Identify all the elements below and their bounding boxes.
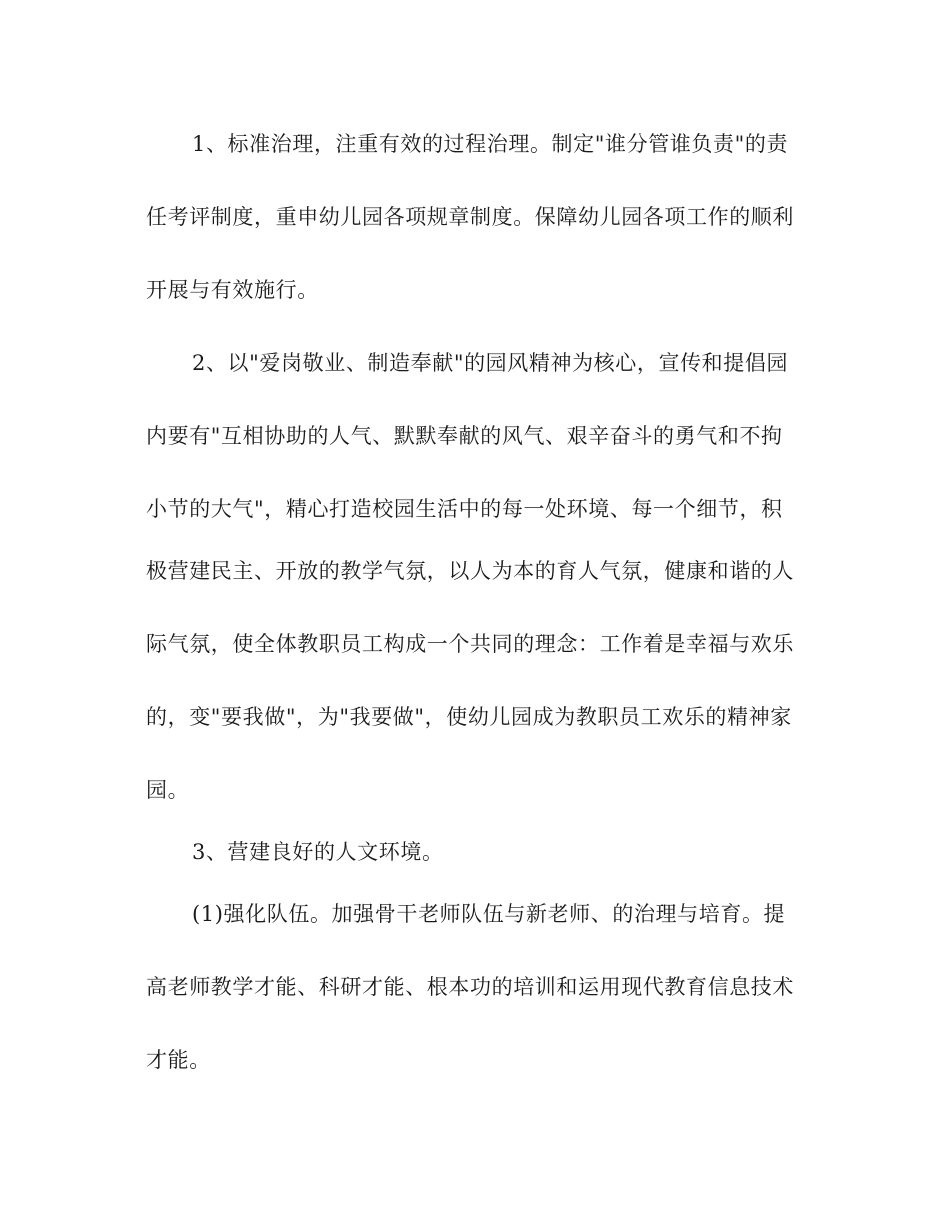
- paragraph-1-line-2: 任考评制度，重申幼儿园各项规章制度。保障幼儿园各项工作的顺利: [146, 205, 794, 229]
- paragraph-4-line-3: 才能。: [146, 1048, 211, 1072]
- paragraph-2-line-1: 2、以"爱岗敬业、制造奉献"的园风精神为核心，宣传和提倡园: [192, 351, 789, 375]
- paragraph-1-line-1: 1、标准治理，注重有效的过程治理。制定"谁分管谁负责"的责: [192, 132, 789, 156]
- paragraph-1-line-3: 开展与有效施行。: [146, 278, 319, 302]
- paragraph-2-line-3: 小节的大气"，精心打造校园生活中的每一处环境、每一个细节，积: [146, 497, 783, 521]
- paragraph-2-line-5: 际气氛，使全体教职员工构成一个共同的理念：工作着是幸福与欢乐: [146, 632, 794, 656]
- paragraph-2-line-2: 内要有"互相协助的人气、默默奉献的风气、艰辛奋斗的勇气和不拘: [146, 424, 783, 448]
- paragraph-2-line-7: 园。: [146, 778, 190, 802]
- paragraph-2-line-6: 的，变"要我做"，为"我要做"，使幼儿园成为教职员工欢乐的精神家: [146, 705, 792, 729]
- paragraph-2-line-4: 极营建民主、开放的教学气氛，以人为本的育人气氛，健康和谐的人: [146, 559, 794, 583]
- paragraph-4-line-1: (1)强化队伍。加强骨干老师队伍与新老师、的治理与培育。提: [192, 902, 786, 926]
- paragraph-4-line-2: 高老师教学才能、科研才能、根本功的培训和运用现代教育信息技术: [146, 975, 794, 999]
- paragraph-3-heading: 3、营建良好的人文环境。: [192, 840, 444, 864]
